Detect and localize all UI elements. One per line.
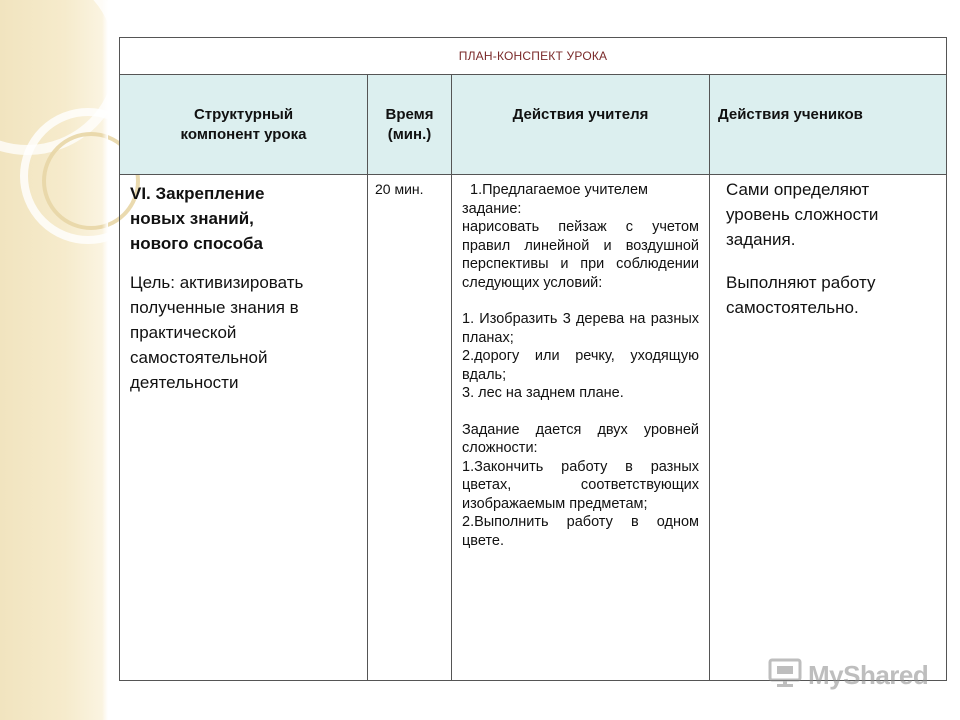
student-action-paragraph: Выполняют работу самостоятельно. xyxy=(726,273,876,317)
column-header-line: (мин.) xyxy=(387,126,432,143)
teacher-actions xyxy=(452,175,709,550)
stage-goal xyxy=(130,270,359,395)
stage-goal-line: практической xyxy=(130,323,237,342)
teacher-list-item: 2.дорогу или речку, уходящую вдаль; xyxy=(462,348,699,383)
column-header-teacher xyxy=(452,75,710,175)
stage-cell xyxy=(120,175,368,681)
student-actions xyxy=(710,175,946,320)
column-header-line: Действия учителя xyxy=(512,106,649,123)
column-header-time xyxy=(368,75,452,175)
projector-icon xyxy=(768,658,802,693)
lesson-plan-table xyxy=(119,37,947,681)
stage-goal-line: полученные знания в xyxy=(130,298,299,317)
student-action-paragraph: Сами определяют уровень сложности задания. xyxy=(726,180,879,249)
time-cell xyxy=(368,175,452,681)
stage-goal-line: деятельности xyxy=(130,373,239,392)
stage-title xyxy=(130,181,359,256)
teacher-list-item: 3. лес на заднем плане. xyxy=(462,385,624,401)
teacher-list-item: 1. Изобразить 3 дерева на разных планах; xyxy=(462,311,699,346)
teacher-list-item: 1.Закончить работу в разных цветах, соответствующих изображаемым предметам; xyxy=(462,458,699,512)
teacher-text-line: 1.Предлагаемое учителем xyxy=(470,182,648,198)
column-header-line: Действия учеников xyxy=(718,106,863,123)
column-header-students xyxy=(710,75,947,175)
column-header-line: Время xyxy=(385,106,434,123)
watermark xyxy=(768,655,928,695)
teacher-text-paragraph: Задание дается двух уровней сложности: xyxy=(462,421,699,456)
column-header-line: компонент урока xyxy=(180,126,307,143)
table-title: ПЛАН-КОНСПЕКТ УРОКА xyxy=(120,38,947,75)
teacher-list-item: 2.Выполнить работу в одном цвете. xyxy=(462,514,699,549)
stage-goal-line: самостоятельной xyxy=(130,348,268,367)
teacher-actions-cell xyxy=(452,175,710,681)
stage-goal-line: Цель: активизировать xyxy=(130,273,304,292)
column-header-line: Структурный xyxy=(193,106,294,123)
watermark-text: MyShared xyxy=(808,659,929,690)
time-value: 20 мин. xyxy=(375,181,424,197)
student-actions-cell xyxy=(710,175,947,681)
decorative-left-band xyxy=(0,0,108,720)
stage-title-line: VI. Закрепление xyxy=(130,184,265,203)
teacher-text-line: задание: xyxy=(462,200,522,217)
stage-title-line: нового способа xyxy=(130,234,263,253)
teacher-text-paragraph: нарисовать пейзаж с учетом правил линейной и воздушной перспективы и при соблюдении следующих условий: xyxy=(462,219,699,291)
column-header-component xyxy=(120,75,368,175)
stage-title-line: новых знаний, xyxy=(130,209,254,228)
table-row xyxy=(120,175,947,681)
